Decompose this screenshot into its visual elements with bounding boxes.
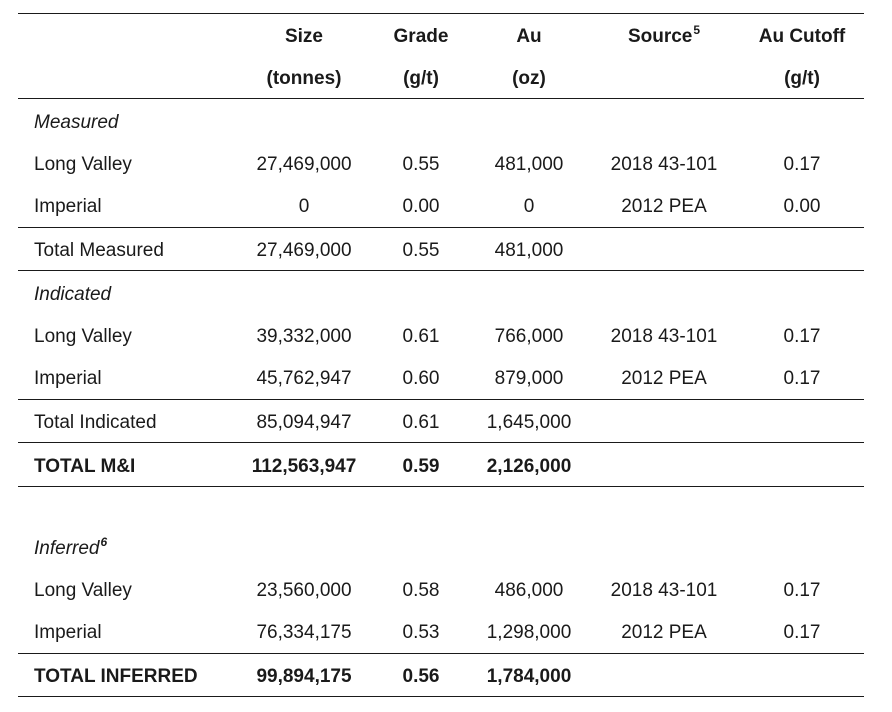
indicated-total-bottom-rule — [18, 442, 864, 443]
row-grade: 0.60 — [402, 368, 440, 389]
row-au: 1,645,000 — [486, 412, 572, 433]
row-au: 879,000 — [494, 368, 564, 389]
row-grade: 0.61 — [402, 326, 440, 347]
row-grade: 0.59 — [402, 456, 440, 477]
col-unit-cutoff: (g/t) — [784, 68, 820, 89]
inferred-total-top-rule — [18, 653, 864, 654]
row-au: 486,000 — [494, 580, 564, 601]
row-name: Imperial — [34, 196, 102, 217]
col-unit-au: (oz) — [512, 68, 546, 89]
row-name: Imperial — [34, 622, 102, 643]
section-label: Measured — [34, 112, 119, 133]
row-au: 1,298,000 — [486, 622, 572, 643]
row-size: 112,563,947 — [251, 456, 357, 477]
row-au: 481,000 — [494, 154, 564, 175]
section-label — [34, 535, 108, 560]
row-name: Total Indicated — [34, 412, 157, 433]
row-au: 766,000 — [494, 326, 564, 347]
row-grade: 0.53 — [402, 622, 440, 643]
col-unit-size: (tonnes) — [266, 68, 342, 89]
row-au: 2,126,000 — [486, 456, 572, 477]
measured-total-top-rule — [18, 227, 864, 228]
row-grade: 0.61 — [402, 412, 440, 433]
section-label: Indicated — [34, 284, 112, 305]
row-source: 2018 43-101 — [610, 580, 718, 601]
row-name: Imperial — [34, 368, 102, 389]
measured-total-bottom-rule — [18, 270, 864, 271]
row-au: 481,000 — [494, 240, 564, 261]
col-header-source-label: Source — [627, 26, 693, 47]
section-label-text: Inferred — [34, 538, 100, 559]
header-bottom-rule — [18, 98, 864, 99]
row-grade: 0.00 — [402, 196, 440, 217]
col-header-source — [596, 23, 732, 48]
row-au: 0 — [523, 196, 535, 217]
row-source: 2012 PEA — [621, 196, 707, 217]
row-grade: 0.55 — [402, 240, 440, 261]
row-cutoff: 0.17 — [783, 580, 821, 601]
row-size: 23,560,000 — [256, 580, 352, 601]
col-header-cutoff: Au Cutoff — [758, 26, 846, 47]
row-size: 76,334,175 — [256, 622, 352, 643]
row-source: 2012 PEA — [621, 368, 707, 389]
row-name: TOTAL M&I — [34, 456, 136, 477]
row-cutoff: 0.17 — [783, 368, 821, 389]
row-grade: 0.56 — [402, 666, 440, 687]
mi-total-bottom-rule — [18, 486, 864, 487]
table-bottom-rule — [18, 696, 864, 697]
row-cutoff: 0.17 — [783, 154, 821, 175]
row-grade: 0.58 — [402, 580, 440, 601]
indicated-total-top-rule — [18, 399, 864, 400]
col-header-au: Au — [516, 26, 542, 47]
col-header-size: Size — [284, 26, 324, 47]
footnote-ref-6: 6 — [100, 535, 108, 549]
table-top-rule — [18, 13, 864, 14]
row-cutoff: 0.00 — [783, 196, 821, 217]
col-unit-grade: (g/t) — [403, 68, 439, 89]
row-au: 1,784,000 — [486, 666, 572, 687]
row-cutoff: 0.17 — [783, 622, 821, 643]
row-name: Long Valley — [34, 154, 132, 175]
row-cutoff: 0.17 — [783, 326, 821, 347]
row-size: 27,469,000 — [256, 154, 352, 175]
row-source: 2018 43-101 — [610, 154, 718, 175]
row-source: 2018 43-101 — [610, 326, 718, 347]
row-source: 2012 PEA — [621, 622, 707, 643]
row-grade: 0.55 — [402, 154, 440, 175]
col-header-grade: Grade — [393, 26, 449, 47]
footnote-ref-5: 5 — [693, 23, 701, 37]
row-size: 0 — [298, 196, 310, 217]
row-name: Long Valley — [34, 580, 132, 601]
row-name: Long Valley — [34, 326, 132, 347]
row-size: 27,469,000 — [256, 240, 352, 261]
row-size: 85,094,947 — [256, 412, 352, 433]
row-size: 99,894,175 — [256, 666, 352, 687]
row-name: Total Measured — [34, 240, 164, 261]
row-size: 45,762,947 — [256, 368, 352, 389]
row-name: TOTAL INFERRED — [34, 666, 198, 687]
row-size: 39,332,000 — [256, 326, 352, 347]
